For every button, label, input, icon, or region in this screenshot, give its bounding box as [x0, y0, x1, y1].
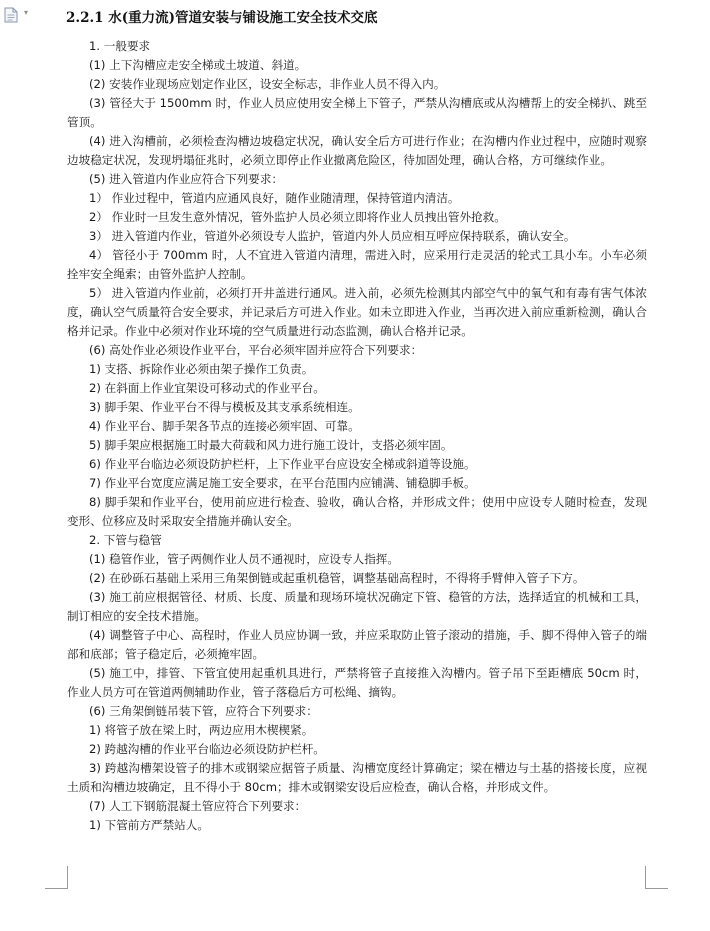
paragraph: 5） 进入管道内作业前，必须打开井盖进行通风。进入前，必须先检测其内部空气中的氧气和有毒有害气体浓度，确认空气质量符合安全要求，并记录后方可进入作业。如未立即进入作业，当再次进入前应重新检测，确认合格并记录。作业中必须对作业环境的空气质量进行动态监测，确认合格并记录。	[67, 286, 647, 338]
paragraph: 1) 将管子放在梁上时，两边应用木楔楔紧。	[89, 723, 314, 737]
paragraph: 2） 作业时一旦发生意外情况，管外监护人员必须立即将作业人员拽出管外抢救。	[89, 210, 506, 224]
paragraph: 4) 作业平台、脚手架各节点的连接必须牢固、可靠。	[89, 419, 360, 433]
paragraph: (5) 施工中，排管、下管宜使用起重机具进行，严禁将管子直接推入沟槽内。管子吊下至距槽底 50cm 时，作业人员方可在管道两侧辅助作业，管子落稳后方可松绳、摘钩。	[67, 666, 647, 699]
paragraph: 7) 作业平台宽度应满足施工安全要求，在平台范围内应铺满、铺稳脚手板。	[89, 476, 476, 490]
paragraph: 3) 脚手架、作业平台不得与模板及其支承系统相连。	[89, 400, 360, 414]
section-heading: 2.2.1 水(重力流)管道安装与铺设施工安全技术交底	[66, 10, 378, 26]
paragraph: (6) 高处作业必须设作业平台，平台必须牢固并应符合下列要求：	[89, 343, 423, 357]
paragraph: 2) 跨越沟槽的作业平台临边必须设防护栏杆。	[89, 742, 325, 756]
page-margin-corner-left	[45, 866, 68, 889]
paragraph: (3) 施工前应根据管径、材质、长度、质量和现场环境状况确定下管、稳管的方法，选择适宜的机械和工具，制订相应的安全技术措施。	[67, 590, 647, 623]
paragraph: 8) 脚手架和作业平台，使用前应进行检查、验收，确认合格，并形成文件；使用中应设专人随时检查，发现变形、位移应及时采取安全措施并确认安全。	[67, 495, 647, 528]
paragraph: (4) 进入沟槽前，必须检查沟槽边坡稳定状况，确认安全后方可进行作业；在沟槽内作业过程中，应随时观察边坡稳定状况，发现坍塌征兆时，必须立即停止作业撤离危险区，待加固处理，确认合格，方可继续作业。	[67, 134, 647, 167]
paragraph: 1) 下管前方严禁站人。	[89, 818, 209, 832]
paragraph: 6) 作业平台临边必须设防护栏杆，上下作业平台应设安全梯或斜道等设施。	[89, 457, 476, 471]
paragraph: (3) 管径大于 1500mm 时，作业人员应使用安全梯上下管子，严禁从沟槽底或从沟槽帮上的安全梯扒、跳至管顶。	[67, 96, 647, 129]
paragraph: 3) 跨越沟槽架设管子的排木或钢梁应据管子质量、沟槽宽度经计算确定；梁在槽边与土基的搭接长度，应视土质和沟槽边坡确定，且不得小于 80cm；排木或钢梁安设后应检查，确认合格，并形成文件。	[67, 761, 647, 794]
chevron-down-icon[interactable]: ▾	[24, 8, 29, 17]
paragraph: 1) 支搭、拆除作业必须由架子操作工负责。	[89, 362, 314, 376]
paragraph: 1. 一般要求	[89, 39, 151, 53]
document-icon[interactable]	[4, 7, 18, 23]
paragraph: (6) 三角架倒链吊装下管，应符合下列要求：	[89, 704, 318, 718]
paragraph: (1) 稳管作业，管子两侧作业人员不通视时，应设专人指挥。	[89, 552, 399, 566]
paragraph: 4） 管径小于 700mm 时，人不宜进入管道内清理，需进入时，应采用行走灵活的轮式工具小车。小车必须拴牢安全绳索；由管外监护人控制。	[67, 248, 647, 281]
paragraph: (1) 上下沟槽应走安全梯或土坡道、斜道。	[89, 58, 307, 72]
paragraph: (2) 在砂砾石基础上采用三角架倒链或起重机稳管，调整基础高程时，不得将手臂伸入管子下方。	[89, 571, 585, 585]
paragraph: (2) 安装作业现场应划定作业区，设安全标志，非作业人员不得入内。	[89, 77, 446, 91]
paragraph: 2. 下管与稳管	[89, 533, 162, 547]
page-margin-corner-right	[645, 866, 668, 889]
paragraph: (4) 调整管子中心、高程时，作业人员应协调一致，并应采取防止管子滚动的措施，手、脚不得伸入管子的端部和底部；管子稳定后，必须掩牢固。	[67, 628, 647, 661]
paragraph: 3） 进入管道内作业，管道外必须设专人监护，管道内外人员应相互呼应保持联系，确认安全。	[89, 229, 576, 243]
paragraph: 1） 作业过程中，管道内应通风良好，随作业随清理，保持管道内清洁。	[89, 191, 460, 205]
paragraph: 5) 脚手架应根据施工时最大荷载和风力进行施工设计，支搭必须牢固。	[89, 438, 453, 452]
document-body	[67, 37, 647, 835]
paragraph: (5) 进入管道内作业应符合下列要求：	[89, 172, 284, 186]
paragraph: 2) 在斜面上作业宜架设可移动式的作业平台。	[89, 381, 325, 395]
paragraph: (7) 人工下钢筋混凝土管应符合下列要求：	[89, 799, 307, 813]
